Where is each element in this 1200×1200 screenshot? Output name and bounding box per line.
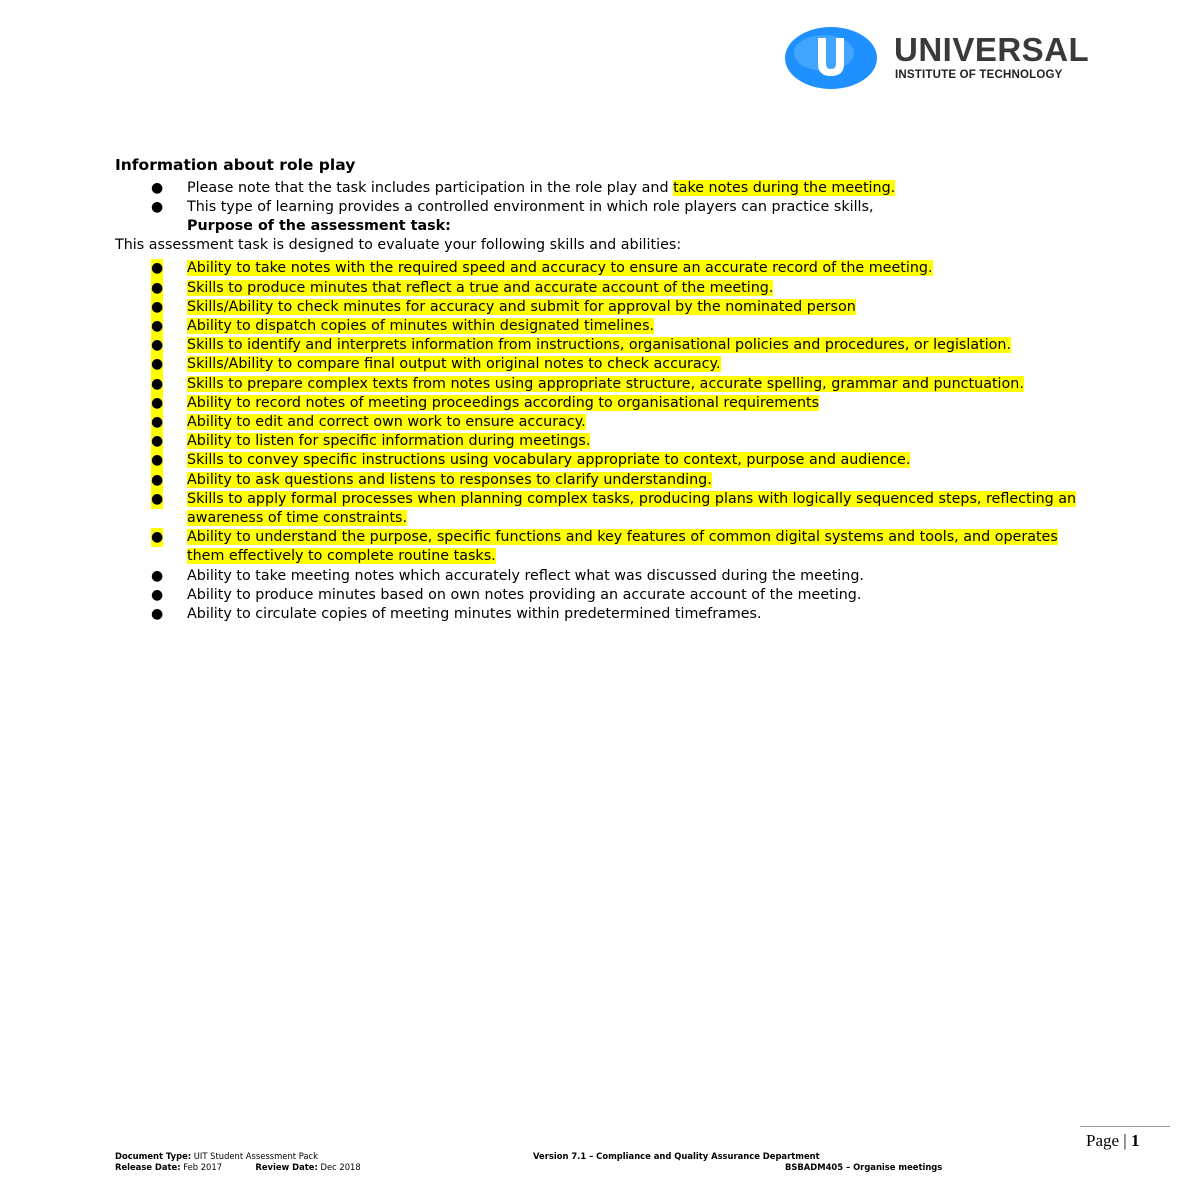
page-number-rule (1080, 1126, 1170, 1127)
bullet-icon: ● (151, 413, 163, 432)
bullet-icon: ● (151, 317, 163, 336)
list-item (115, 413, 1085, 432)
bullet-icon: ● (151, 432, 163, 451)
list-item (115, 259, 1085, 278)
unit-text: BSBADM405 – Organise meetings (785, 1162, 943, 1172)
page-number (1086, 1131, 1139, 1151)
bullet-icon: ● (151, 336, 163, 355)
bullet-icon: ● (151, 259, 163, 278)
skill-text: Ability to record notes of meeting proceedings according to organisational requirements (187, 394, 820, 411)
skills-list (115, 259, 1085, 624)
list-item (115, 317, 1085, 336)
skill-text: Skills/Ability to check minutes for accuracy and submit for approval by the nominated person (187, 298, 856, 315)
page-separator: | (1123, 1131, 1127, 1150)
list-item (115, 336, 1085, 355)
bullet-icon: ● (151, 451, 163, 470)
version-text: Version 7.1 – Compliance and Quality Assurance Department (533, 1151, 820, 1161)
bullet-icon: ● (151, 279, 163, 298)
list-item (115, 490, 1085, 528)
review-date-label: Review Date: (255, 1162, 318, 1172)
skill-text: Ability to edit and correct own work to ensure accuracy. (187, 414, 586, 431)
list-item (115, 198, 1085, 217)
page-number-value: 1 (1130, 1131, 1140, 1150)
release-date-label: Release Date: (115, 1162, 181, 1172)
bullet-icon: ● (151, 375, 163, 394)
info-list (115, 179, 1085, 217)
logo-u-mark-icon (784, 26, 878, 90)
list-item (115, 179, 1085, 198)
footer-unit (785, 1162, 942, 1173)
skill-text: Skills to convey specific instructions using vocabulary appropriate to context, purpose and audience. (187, 452, 911, 469)
bullet-icon: ● (151, 298, 163, 317)
section-heading: Information about role play (115, 156, 356, 174)
list-item (115, 471, 1085, 490)
review-date-value: Dec 2018 (320, 1162, 361, 1172)
bullet-icon: ● (151, 606, 164, 623)
bullet-icon: ● (151, 567, 164, 584)
bullet-icon: ● (151, 394, 163, 413)
skill-text: Skills to produce minutes that reflect a true and accurate account of the meeting. (187, 279, 774, 296)
list-item (115, 432, 1085, 451)
logo-subtitle: INSTITUTE OF TECHNOLOGY (895, 69, 1063, 81)
doc-type-value: UIT Student Assessment Pack (193, 1151, 318, 1161)
bullet-icon: ● (151, 180, 164, 196)
bullet-icon: ● (151, 199, 164, 216)
doc-type-label: Document Type: (115, 1151, 192, 1161)
institute-logo (784, 24, 1090, 94)
bullet-icon: ● (151, 355, 163, 374)
list-item (115, 375, 1085, 394)
highlighted-text: take notes during the meeting. (673, 180, 896, 196)
info-text: This type of learning provides a controlled environment in which role players can practice skills, (187, 199, 874, 216)
skill-text: Ability to take notes with the required speed and accuracy to ensure an accurate record of the meeting. (187, 260, 933, 277)
bullet-icon: ● (151, 586, 164, 603)
info-text: Please note that the task includes participation in the role play and (187, 180, 674, 196)
skill-text: Ability to ask questions and listens to responses to clarify understanding. (187, 471, 712, 488)
skill-text: Ability to circulate copies of meeting minutes within predetermined timeframes. (187, 606, 762, 623)
skill-text: Ability to take meeting notes which accurately reflect what was discussed during the meeting. (187, 567, 864, 584)
list-item (115, 605, 1085, 624)
skill-text: Skills to prepare complex texts from notes using appropriate structure, accurate spelling, grammar and punctuation. (187, 375, 1024, 392)
skill-text: Ability to understand the purpose, specific functions and key features of common digital systems and tools, and operates them effectively to complete routine tasks. (187, 529, 1058, 565)
release-date-value: Feb 2017 (183, 1162, 223, 1172)
list-item (115, 394, 1085, 413)
list-item (115, 451, 1085, 470)
list-item (115, 298, 1085, 317)
list-item (115, 586, 1085, 605)
page-label: Page (1086, 1131, 1120, 1150)
bullet-icon: ● (151, 528, 163, 547)
skill-text: Ability to listen for specific information during meetings. (187, 433, 591, 450)
document-body (115, 155, 1085, 624)
skill-text: Skills/Ability to compare final output with original notes to check accuracy. (187, 356, 721, 373)
footer-left (115, 1151, 361, 1173)
skill-text: Skills to apply formal processes when planning complex tasks, producing plans with logically sequenced steps, reflecting an awareness of time constraints. (187, 490, 1077, 527)
bullet-icon: ● (151, 490, 163, 509)
list-item (115, 567, 1085, 586)
list-item (115, 355, 1085, 374)
list-item (115, 528, 1085, 566)
skill-text: Ability to dispatch copies of minutes within designated timelines. (187, 318, 655, 335)
purpose-intro: This assessment task is designed to evaluate your following skills and abilities: (115, 237, 682, 254)
skill-text: Ability to produce minutes based on own notes providing an accurate account of the meeting. (187, 586, 862, 603)
bullet-icon: ● (151, 471, 163, 490)
footer-version (533, 1151, 820, 1162)
skill-text: Skills to identify and interprets information from instructions, organisational policies and procedures, or legislation. (187, 337, 1012, 354)
purpose-heading: Purpose of the assessment task: (187, 218, 451, 235)
logo-name: UNIVERSAL (894, 31, 1090, 68)
list-item (115, 279, 1085, 298)
